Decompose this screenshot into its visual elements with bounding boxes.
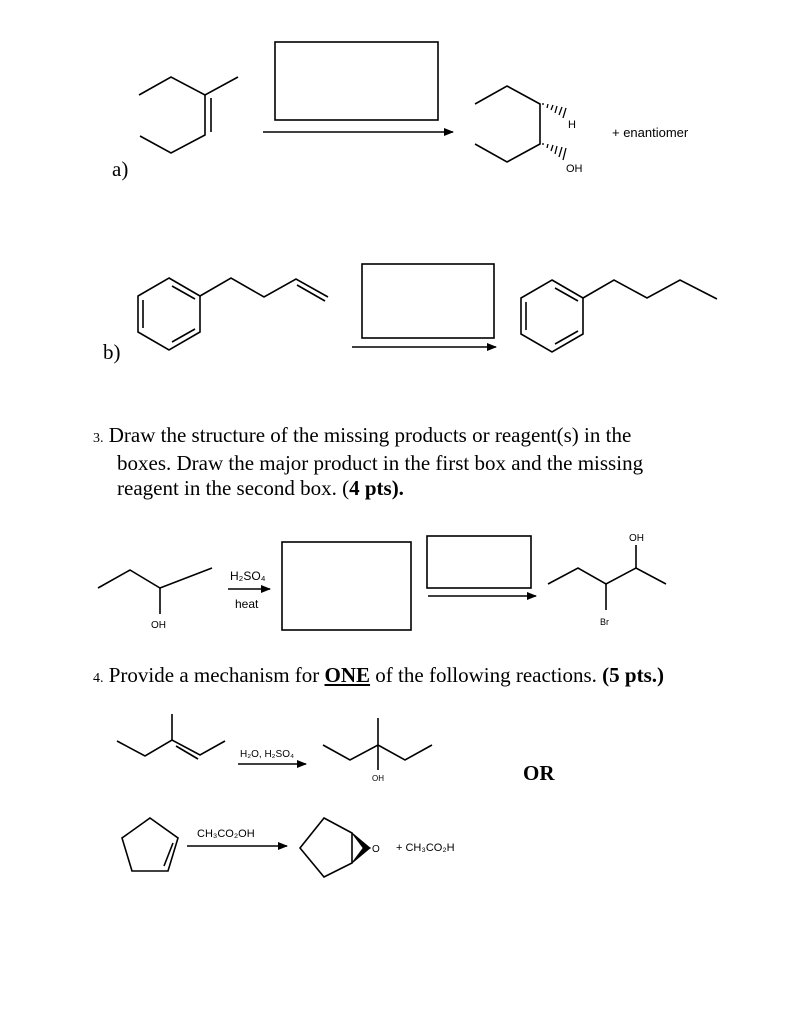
q4-rxn2-product-epoxide (300, 818, 370, 877)
question-4-number: 4. (93, 671, 104, 686)
question-4-points: (5 pts.) (602, 663, 664, 687)
part-a-enantiomer-text: + enantiomer (612, 125, 689, 140)
q4-rxn2-reactant-cyclopentene (122, 818, 178, 871)
question-3-points: 4 pts). (349, 476, 404, 500)
question-3-line-3-text: reagent in the second box. ( (117, 476, 350, 500)
q3-reagent-box[interactable] (427, 536, 531, 588)
q3-product-bromohydrin (548, 545, 666, 610)
part-a-product-structure (475, 86, 540, 162)
q3-reactant-oh-label: OH (151, 620, 166, 631)
question-3-text (93, 423, 793, 501)
part-a-oh-label: OH (566, 163, 583, 175)
question-4-text-mid: of the following reactions. (370, 663, 603, 687)
part-a-hashed-wedge-oh (543, 143, 566, 160)
part-a-label: a) (112, 157, 129, 181)
question-4-text-start: Provide a mechanism for (108, 663, 325, 687)
question-3-number: 3. (93, 431, 104, 446)
question-4-text (93, 663, 793, 691)
question-3-line-1-text: Draw the structure of the missing products or reagent(s) in the (108, 423, 632, 447)
part-a-hashed-wedge-h (543, 103, 566, 118)
q3-reactant-2-butanol (98, 568, 212, 614)
part-b-label: b) (103, 340, 121, 364)
part-a-h-label: H (568, 119, 576, 131)
question-3-line-3 (93, 476, 793, 501)
part-a-answer-box[interactable] (275, 42, 438, 120)
part-b-product-butylbenzene (521, 280, 717, 352)
question-3-line-1 (93, 423, 793, 451)
part-b-reactant-allylbenzene (138, 278, 328, 350)
part-a-reactant-alkene (139, 77, 238, 153)
q4-or-label: OR (523, 761, 555, 785)
q4-rxn2-byproduct: + CH₃CO₂H (396, 842, 455, 854)
question-4-one-emphasis: ONE (324, 663, 371, 687)
q4-rxn2-o-label: O (372, 844, 380, 855)
q3-reagent-bottom: heat (235, 597, 259, 611)
q4-rxn2-reagent: CH₃CO₂OH (197, 828, 255, 840)
q3-product-box[interactable] (282, 542, 411, 630)
q3-reagent-top: H₂SO₄ (230, 569, 266, 583)
q4-rxn1-product-alcohol (323, 718, 432, 770)
question-3-line-2: boxes. Draw the major product in the first box and the missing (117, 451, 644, 475)
q4-rxn1-reagent: H₂O, H₂SO₄ (240, 749, 295, 760)
q4-rxn1-reactant-alkene (117, 714, 225, 759)
q4-rxn1-product-oh-label: OH (372, 774, 384, 783)
part-b-answer-box[interactable] (362, 264, 494, 338)
q3-product-br-label: Br (600, 617, 609, 627)
q3-product-oh-label: OH (629, 533, 644, 544)
